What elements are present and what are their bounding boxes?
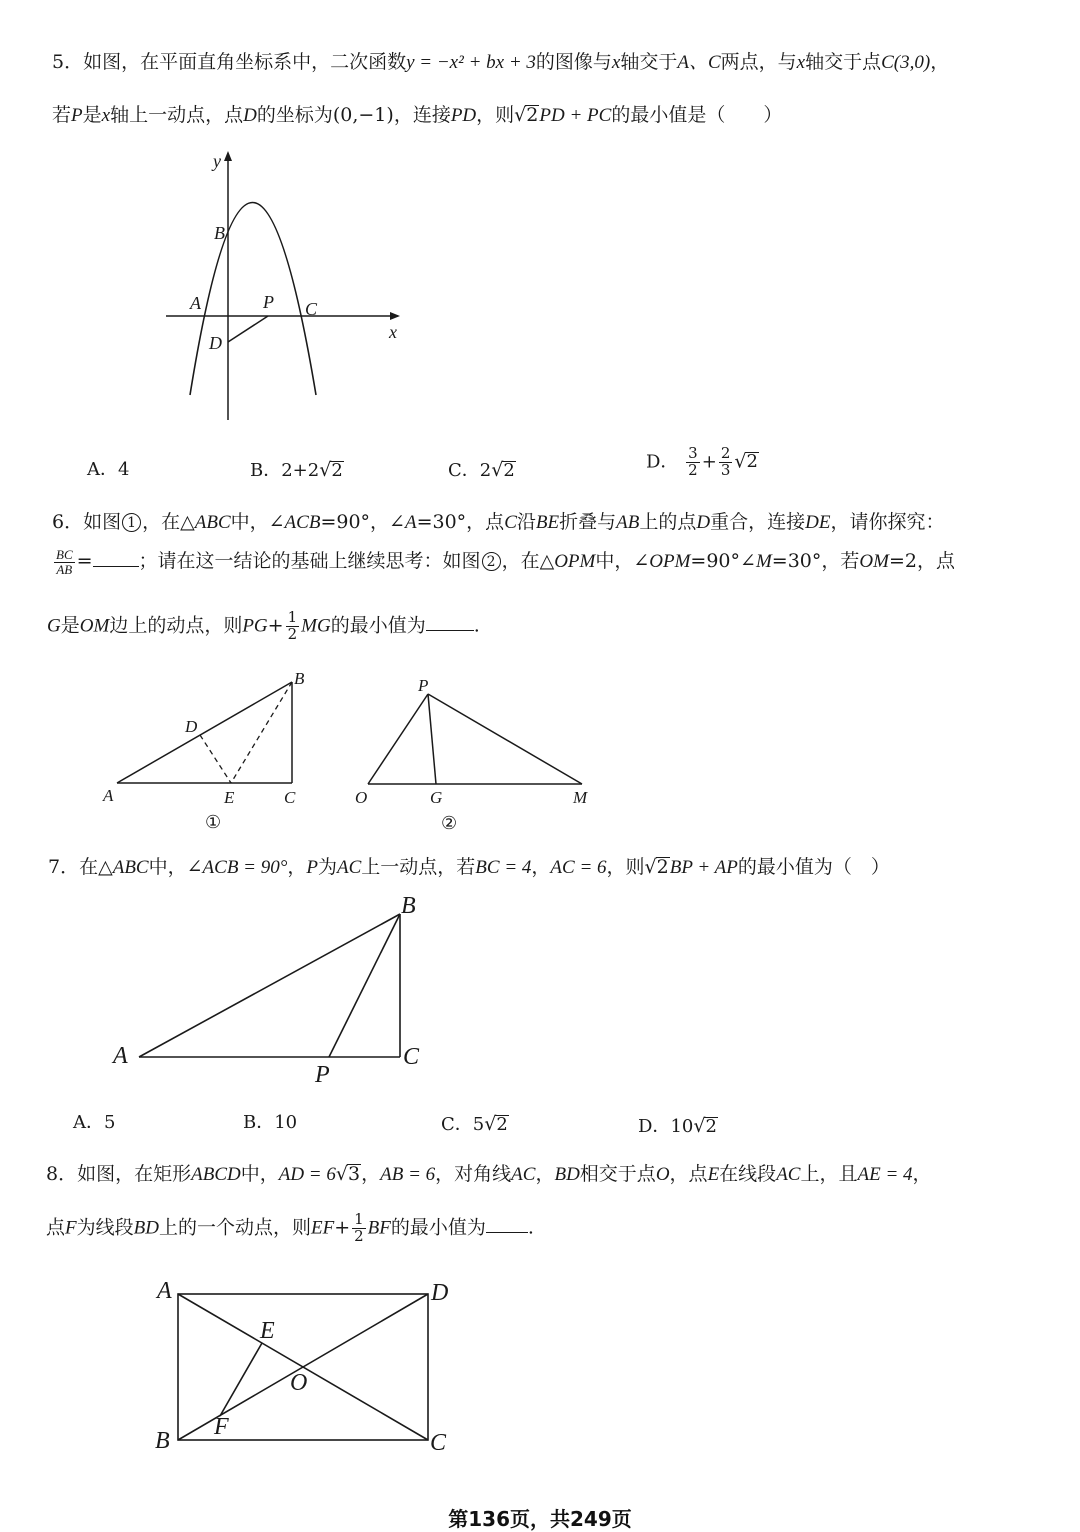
q6-fig1-label-e: E [224, 788, 235, 807]
q7-label-a: A [113, 1043, 128, 1069]
q7-label-c: C [403, 1044, 420, 1070]
q7-option-c[interactable]: C．5√2 [441, 1113, 508, 1135]
q8-label-e: E [260, 1318, 275, 1344]
q5-option-c[interactable]: C．2√2 [448, 459, 515, 481]
q6-fig2-label-o: O [355, 788, 368, 807]
q5-x-arrow [390, 312, 400, 320]
q8-label-o: O [290, 1370, 308, 1396]
q6-fig2-label-p: P [418, 676, 429, 695]
q5-y-arrow [224, 151, 232, 161]
q6-figure-1 [95, 665, 320, 835]
q8-label-f: F [214, 1414, 229, 1440]
q8-rectangle-figure [150, 1272, 470, 1462]
q7-option-a[interactable]: A．5 [73, 1112, 116, 1133]
q6-blank-1[interactable] [93, 566, 139, 567]
q7-triangle-figure [105, 888, 445, 1088]
q6-line2: $\frac{BC}{AB}$ = ；请在这一结论的基础上继续思考：如图 2 ，在△OPM中，∠OPM=90°∠M=30°，若OM=2，点 [56, 547, 955, 577]
q6-fig1-label-c: C [284, 788, 296, 807]
q8-label-a: A [157, 1278, 172, 1304]
q5-option-b[interactable]: B．2+2√2 [250, 459, 343, 481]
q5-parabola-curve [190, 203, 316, 396]
q6-fig1-caption: ① [205, 812, 222, 832]
q5-label-a: A [190, 293, 201, 313]
q7-option-d[interactable]: D．10√2 [638, 1115, 717, 1137]
q5-label-b: B [214, 223, 225, 243]
q8-label-b: B [155, 1428, 170, 1454]
q6-blank-2[interactable] [426, 630, 474, 631]
q5-parabola-figure [160, 145, 420, 430]
q6-fig1-label-b: B [294, 669, 305, 688]
q5-label-d: D [209, 333, 222, 353]
page-footer: 第136页，共249页 [448, 1507, 632, 1531]
q5-line2: 若P是x轴上一动点，点D的坐标为(0,−1)，连接PD，则√2PD + PC的最小值是（ ） [52, 104, 783, 126]
q6-line1: 6．如图 1 ，在△ABC中，∠ACB=90°，∠A=30°，点C沿BE折叠与AB上的点D重合，连接DE，请你探究： [52, 511, 945, 533]
q8-label-d: D [431, 1280, 449, 1306]
q5-label-x: x [389, 322, 397, 342]
q5-line1: 5．如图，在平面直角坐标系中，二次函数y = −x² + bx + 3的图像与x轴交于A、C两点，与x轴交于点C(3,0)， [52, 51, 950, 73]
q6-fig2-label-m: M [573, 788, 588, 807]
q6-fig2-caption: ② [441, 813, 458, 833]
q7-line1: 7．在△ABC中，∠ACB = 90°，P为AC上一动点，若BC = 4，AC = 6，则√2BP + AP的最小值为（ ） [48, 856, 890, 878]
q8-label-c: C [430, 1430, 447, 1456]
q7-label-p: P [315, 1062, 330, 1088]
q7-option-b[interactable]: B．10 [243, 1112, 298, 1133]
q6-fig1-label-a: A [103, 786, 114, 805]
q5-option-d[interactable]: D． $\frac{3}{2}$ + $\frac{2}{3}$ √2 [646, 444, 758, 479]
q5-label-p: P [263, 292, 274, 312]
q6-fig2-label-g: G [430, 788, 443, 807]
q6-fig1-label-d: D [185, 717, 198, 736]
q5-label-y: y [213, 151, 221, 171]
q5-label-c: C [305, 299, 318, 319]
q8-line1: 8．如图，在矩形ABCD中，AD = 6√3，AB = 6，对角线AC，BD相交于点O，点E在线段AC上，且AE = 4， [46, 1163, 932, 1185]
q8-blank[interactable] [486, 1232, 528, 1233]
q8-line2: 点F为线段BD上的一个动点，则EF+ $\frac{1}{2}$ BF的最小值为 . [46, 1210, 534, 1245]
q6-line3: G是OM边上的动点，则PG+ $\frac{1}{2}$ MG的最小值为 . [47, 608, 480, 643]
q5-option-a[interactable]: A．4 [87, 459, 130, 480]
q7-label-b: B [401, 893, 416, 919]
q5-segment-pd [228, 316, 268, 342]
q6-figure-2 [350, 670, 600, 835]
